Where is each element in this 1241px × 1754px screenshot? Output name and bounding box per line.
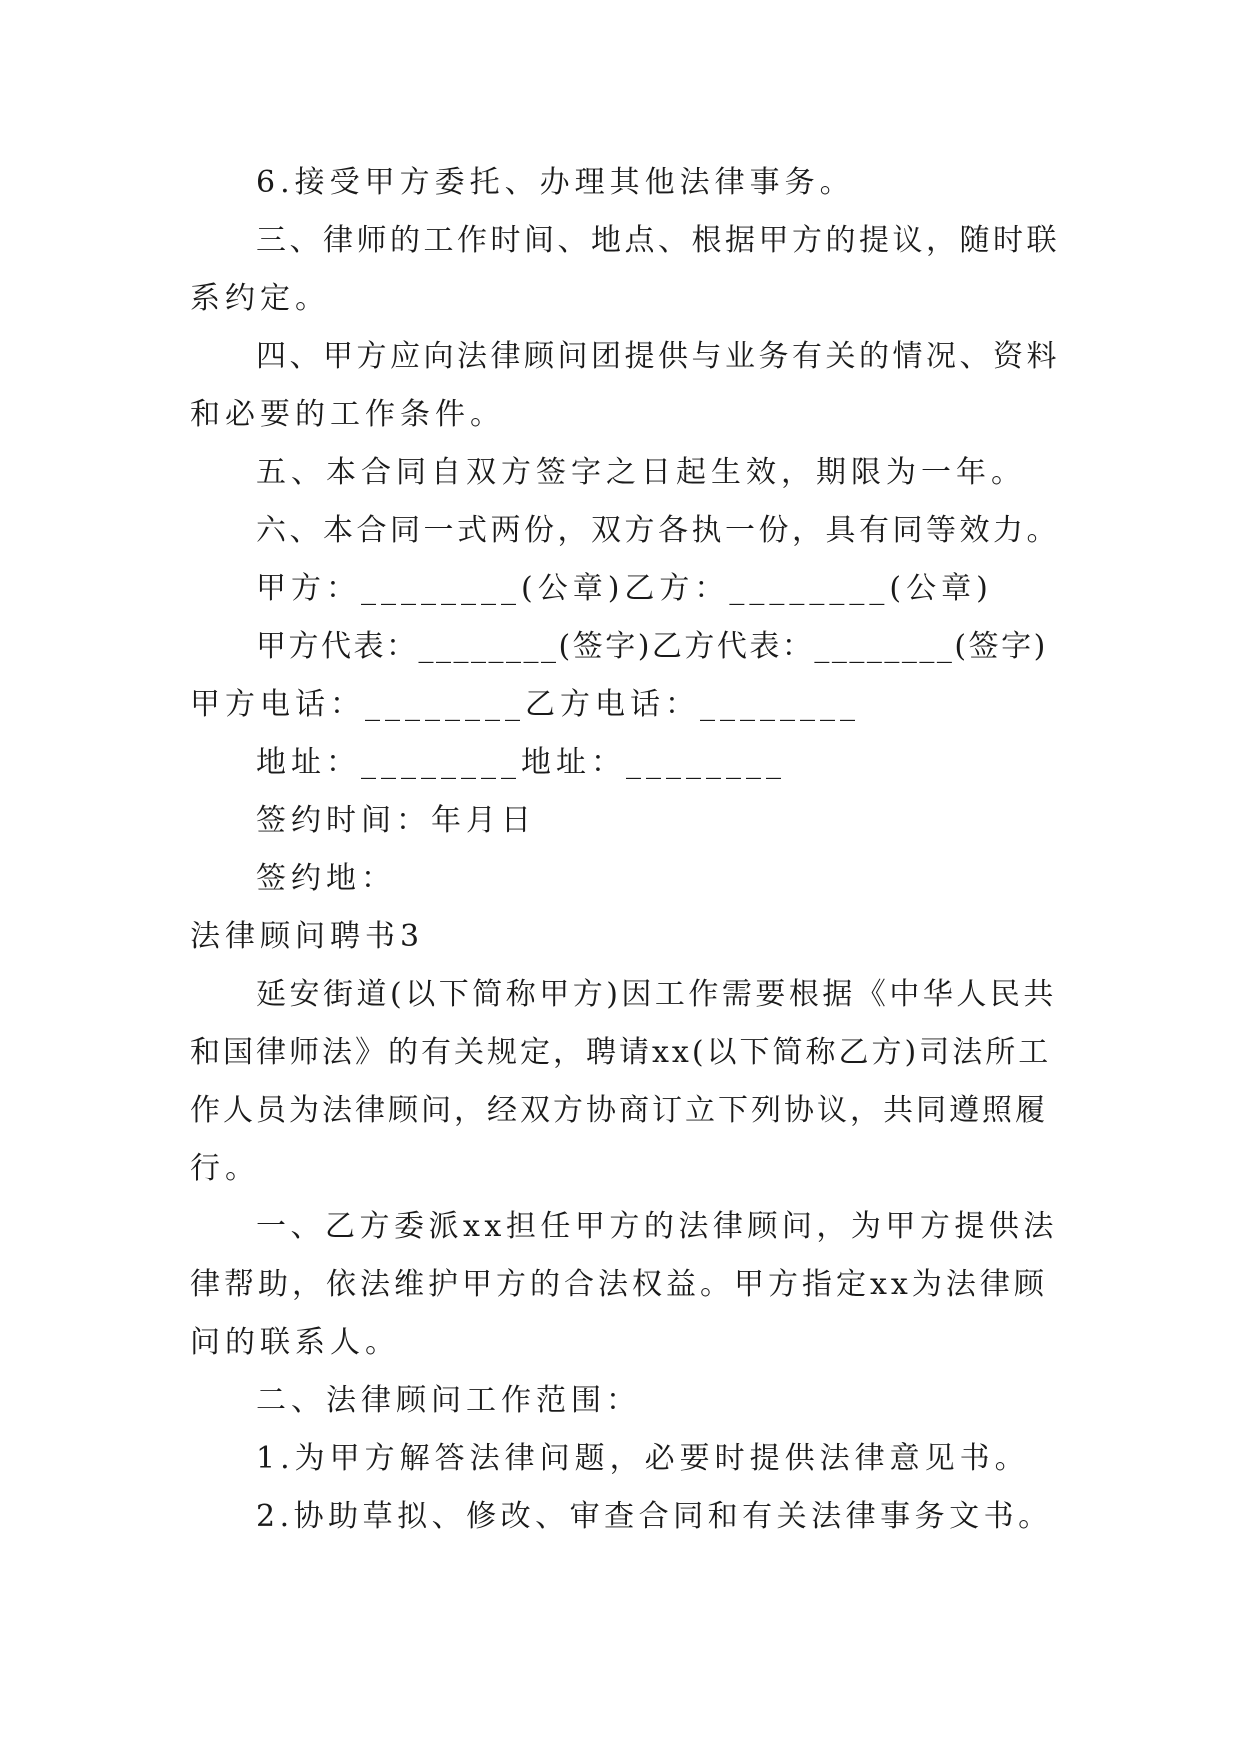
paragraph-line: 系约定。	[190, 281, 330, 316]
signature-line-phone: 甲方电话：________乙方电话：________	[190, 687, 860, 722]
paragraph-line: 二、法律顾问工作范围：	[256, 1383, 641, 1418]
paragraph-line: 六、本合同一式两份，双方各执一份，具有同等效力。	[256, 513, 1060, 548]
paragraph-line: 问的联系人。	[190, 1325, 400, 1360]
signature-line-party: 甲方：________(公章)乙方：________(公章)	[256, 571, 993, 606]
signature-line-representative: 甲方代表：________(签字)乙方代表：________(签字)	[256, 629, 1048, 664]
signing-date: 签约时间：年月日	[256, 803, 536, 838]
signing-place: 签约地：	[256, 861, 396, 896]
paragraph-line: 和国律师法》的有关规定，聘请xx(以下简称乙方)司法所工	[190, 1035, 1052, 1070]
section-title: 法律顾问聘书3	[190, 919, 425, 954]
paragraph-line: 2.协助草拟、修改、审查合同和有关法律事务文书。	[256, 1499, 1053, 1534]
paragraph-line: 延安街道(以下简称甲方)因工作需要根据《中华人民共	[256, 977, 1057, 1012]
paragraph-line: 四、甲方应向法律顾问团提供与业务有关的情况、资料	[256, 339, 1060, 374]
paragraph-line: 三、律师的工作时间、地点、根据甲方的提议，随时联	[256, 223, 1060, 258]
paragraph-line: 6.接受甲方委托、办理其他法律事务。	[256, 165, 855, 200]
paragraph-line: 五、本合同自双方签字之日起生效，期限为一年。	[256, 455, 1026, 490]
paragraph-line: 1.为甲方解答法律问题，必要时提供法律意见书。	[256, 1441, 1030, 1476]
paragraph-line: 行。	[190, 1151, 260, 1186]
paragraph-line: 一、乙方委派xx担任甲方的法律顾问，为甲方提供法	[256, 1209, 1058, 1244]
paragraph-line: 作人员为法律顾问，经双方协商订立下列协议，共同遵照履	[190, 1093, 1048, 1128]
paragraph-line: 和必要的工作条件。	[190, 397, 505, 432]
paragraph-line: 律帮助，依法维护甲方的合法权益。甲方指定xx为法律顾	[190, 1267, 1048, 1302]
signature-line-address: 地址：________地址：________	[256, 745, 786, 780]
